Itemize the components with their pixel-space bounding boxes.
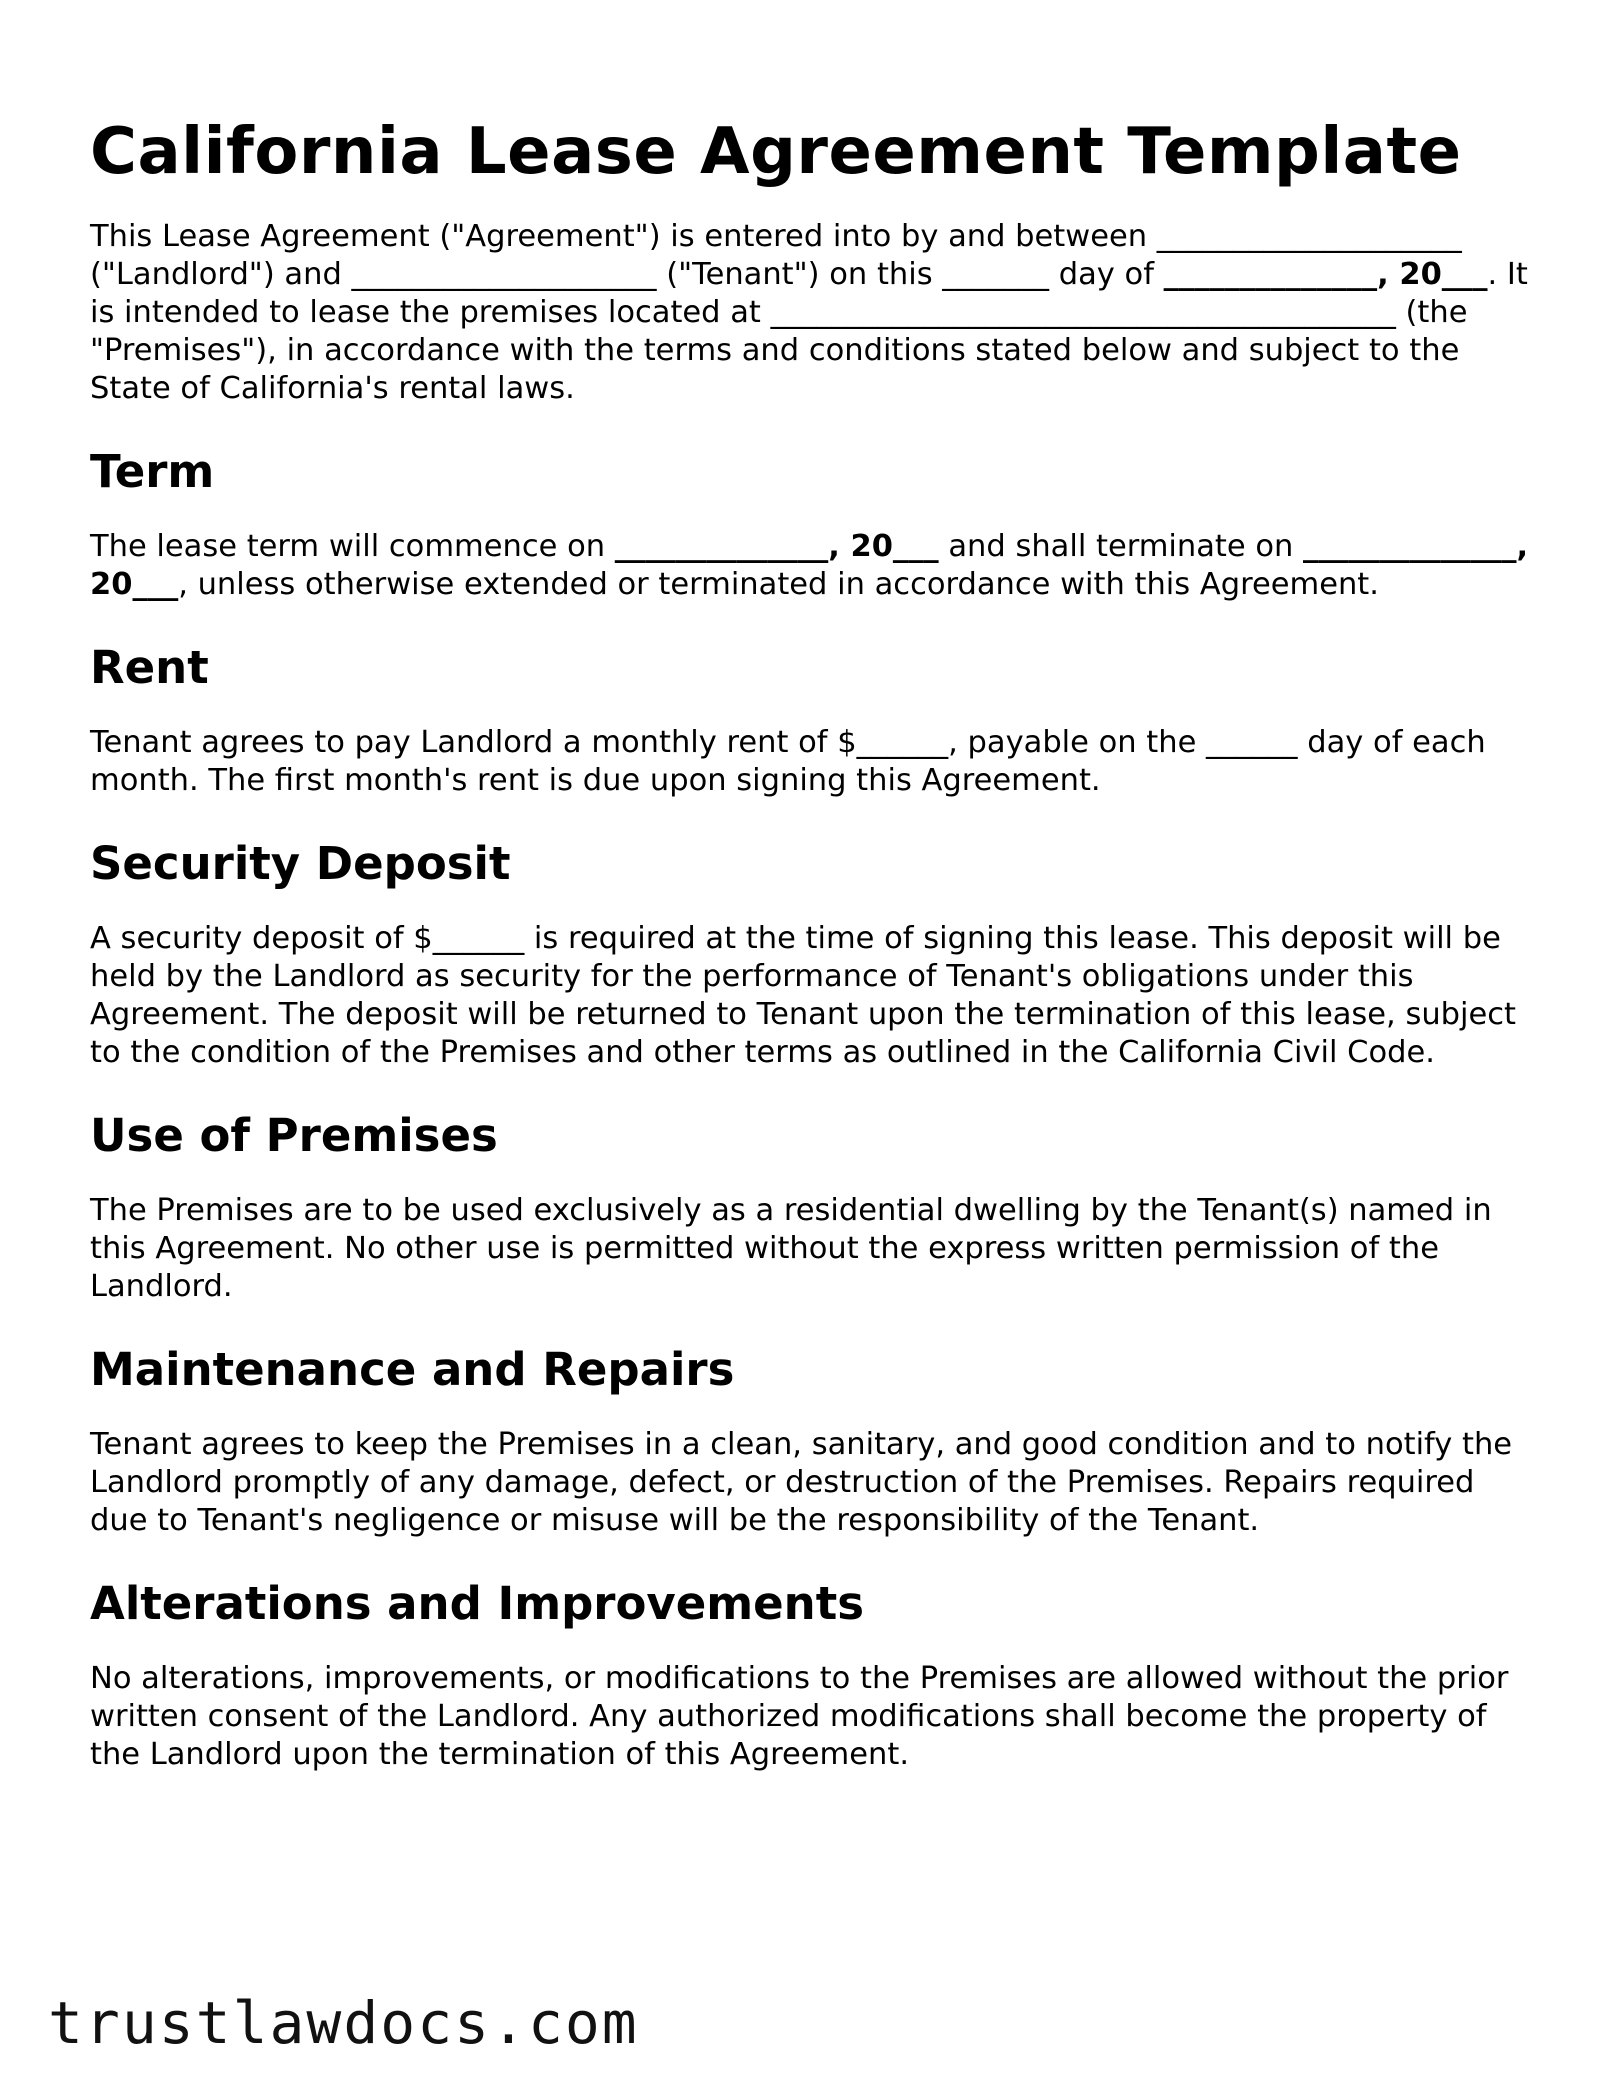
document-title: California Lease Agreement Template — [90, 115, 1462, 189]
intro-date-blank: ______________, 20___ — [1163, 257, 1488, 292]
section-alterations — [90, 1576, 1530, 1774]
section-maintenance — [90, 1342, 1530, 1540]
intro-text-1: This Lease Agreement ("Agreement") is entered into by and between ____________________ ("Landlord") and ____________________ ("Tenant") on this _______ day of — [90, 219, 1462, 292]
document-page — [90, 112, 1530, 1810]
term-paragraph — [90, 528, 1530, 604]
term-text-3: , unless otherwise extended or terminated in accordance with this Agreement. — [178, 567, 1379, 602]
term-start-date-blank: ______________, 20___ — [614, 529, 939, 564]
rent-paragraph: Tenant agrees to pay Landlord a monthly rent of $______, payable on the ______ day of each month. The first month's rent is due upon signing this Agreement. — [90, 725, 1486, 798]
section-security-deposit — [90, 836, 1530, 1072]
term-heading: Term — [90, 445, 215, 498]
section-rent — [90, 640, 1530, 800]
section-use-of-premises — [90, 1108, 1530, 1306]
maintenance-heading: Maintenance and Repairs — [90, 1343, 735, 1396]
section-term — [90, 444, 1530, 604]
security-deposit-paragraph: A security deposit of $______ is required at the time of signing this lease. This deposit will be held by the Landlord as security for the performance of Tenant's obligations under this Agreement. The deposit will be returned to Tenant upon the termination of this lease, subject to the condition of the Premises and other terms as outlined in the California Civil Code. — [90, 921, 1516, 1070]
maintenance-paragraph: Tenant agrees to keep the Premises in a clean, sanitary, and good condition and to notify the Landlord promptly of any damage, defect, or destruction of the Premises. Repairs required due to Tenant's negligence or misuse will be the responsibility of the Tenant. — [90, 1427, 1513, 1538]
security-deposit-heading: Security Deposit — [90, 837, 511, 890]
intro-text-2: . It is intended to lease the premises located at _________________________________________ (the "Premises"), in accordance with the terms and conditions stated below and subject to the State of California's rental laws. — [90, 257, 1528, 406]
rent-heading: Rent — [90, 641, 209, 694]
alterations-paragraph: No alterations, improvements, or modifications to the Premises are allowed without the prior written consent of the Landlord. Any authorized modifications shall become the property of the Landlord upon the termination of this Agreement. — [90, 1661, 1509, 1772]
intro-paragraph — [90, 218, 1530, 408]
term-end-date-blank: ______________, 20___ — [90, 529, 1529, 602]
use-of-premises-heading: Use of Premises — [90, 1109, 498, 1162]
term-text-2: and shall terminate on — [938, 529, 1304, 564]
watermark-text: trustlawdocs.com — [48, 1989, 639, 2057]
use-of-premises-paragraph: The Premises are to be used exclusively as a residential dwelling by the Tenant(s) named in this Agreement. No other use is permitted without the express written permission of the Landlord. — [90, 1193, 1492, 1304]
term-text-1: The lease term will commence on — [90, 529, 615, 564]
alterations-heading: Alterations and Improvements — [90, 1577, 865, 1630]
